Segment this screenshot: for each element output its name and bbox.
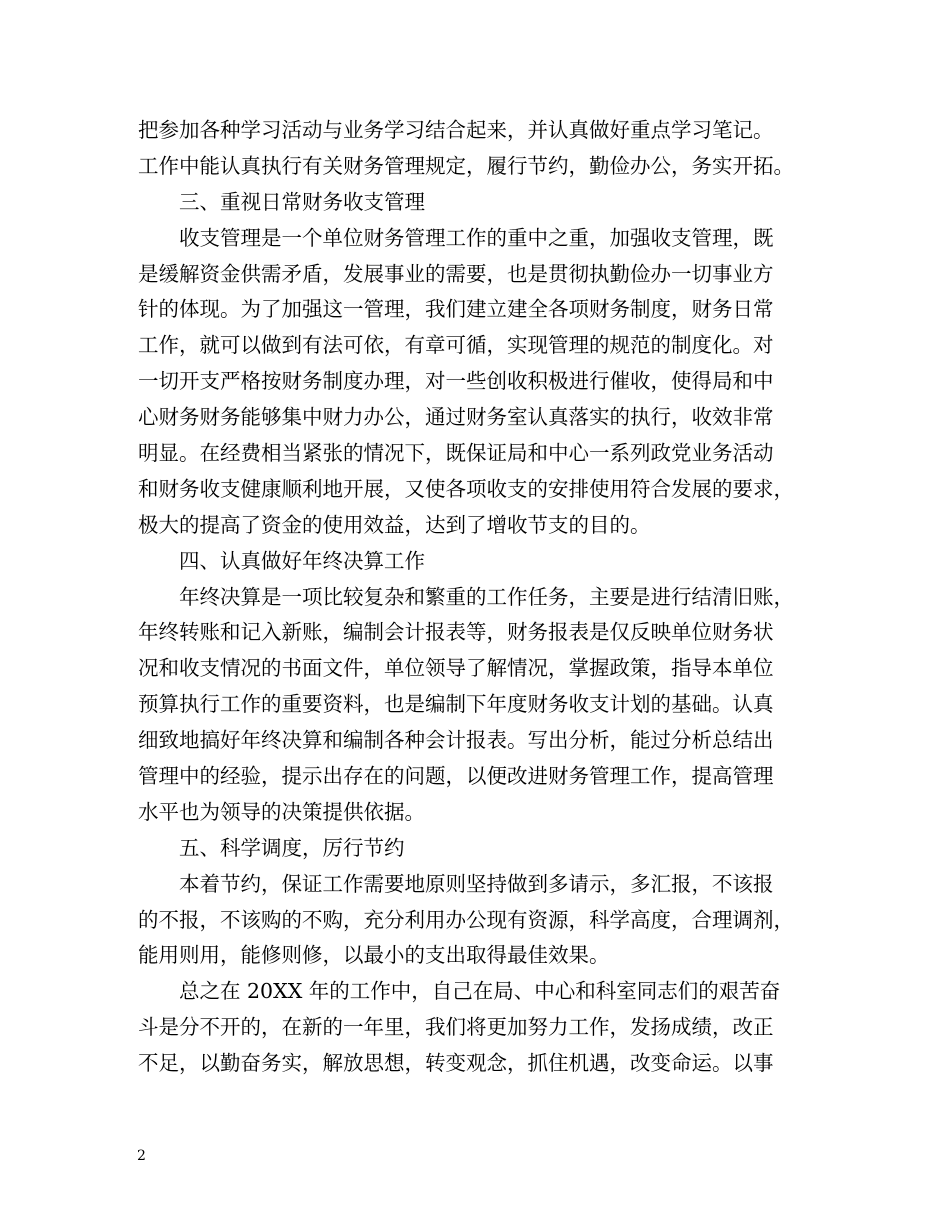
text-line: 心财务财务能够集中财力办公，通过财务室认真落实的执行，收效非常	[138, 405, 774, 430]
text-line: 明显。在经费相当紧张的情况下，既保证局和中心一系列政党业务活动	[138, 441, 774, 466]
text-line: 预算执行工作的重要资料，也是编制下年度财务收支计划的基础。认真	[138, 692, 774, 717]
text-line: 针的体现。为了加强这一管理，我们建立建全各项财务制度，财务日常	[138, 297, 774, 322]
text-line: 五、科学调度，厉行节约	[179, 835, 405, 860]
text-line: 一切开支严格按财务制度办理，对一些创收积极进行催收，使得局和中	[138, 369, 774, 394]
text-line: 的不报，不该购的不购，充分利用办公现有资源，科学高度，合理调剂，	[138, 907, 794, 932]
text-line: 细致地搞好年终决算和编制各种会计报表。写出分析，能过分析总结出	[138, 728, 774, 753]
text-line: 是缓解资金供需矛盾，发展事业的需要，也是贯彻执勤俭办一切事业方	[138, 261, 774, 286]
text-line: 管理中的经验，提示出存在的问题，以便改进财务管理工作，提高管理	[138, 764, 774, 789]
text-line: 三、重视日常财务收支管理	[179, 189, 425, 214]
text-line: 本着节约，保证工作需要地原则坚持做到多请示，多汇报，不该报	[179, 871, 774, 896]
text-line: 年终转账和记入新账，编制会计报表等，财务报表是仅反映单位财务状	[138, 620, 774, 645]
text-line: 和财务收支健康顺利地开展，又使各项收支的安排使用符合发展的要求，	[138, 476, 794, 501]
text-line: 收支管理是一个单位财务管理工作的重中之重，加强收支管理，既	[179, 225, 774, 250]
text-line: 年终决算是一项比较复杂和繁重的工作任务，主要是进行结清旧账，	[179, 584, 794, 609]
text-line: 极大的提高了资金的使用效益，达到了增收节支的目的。	[138, 512, 651, 537]
text-line: 水平也为领导的决策提供依据。	[138, 799, 425, 824]
text-line: 况和收支情况的书面文件，单位领导了解情况，掌握政策，指导本单位	[138, 656, 774, 681]
text-line: 工作，就可以做到有法可依，有章可循，实现管理的规范的制度化。对	[138, 333, 774, 358]
text-line: 工作中能认真执行有关财务管理规定，履行节约，勤俭办公，务实开拓。	[138, 153, 794, 178]
page-number: 2	[137, 1148, 146, 1164]
text-line: 能用则用，能修则修，以最小的支出取得最佳效果。	[138, 943, 610, 968]
text-line: 四、认真做好年终决算工作	[179, 548, 425, 573]
text-line: 总之在 20XX 年的工作中，自己在局、中心和科室同志们的艰苦奋	[179, 979, 781, 1004]
body-text	[138, 113, 828, 1082]
text-line: 斗是分不开的，在新的一年里，我们将更加努力工作，发扬成绩，改正	[138, 1015, 774, 1040]
text-line: 把参加各种学习活动与业务学习结合起来，并认真做好重点学习笔记。	[138, 118, 774, 142]
text-line: 不足，以勤奋务实，解放思想，转变观念，抓住机遇，改变命运。以事	[138, 1051, 774, 1076]
